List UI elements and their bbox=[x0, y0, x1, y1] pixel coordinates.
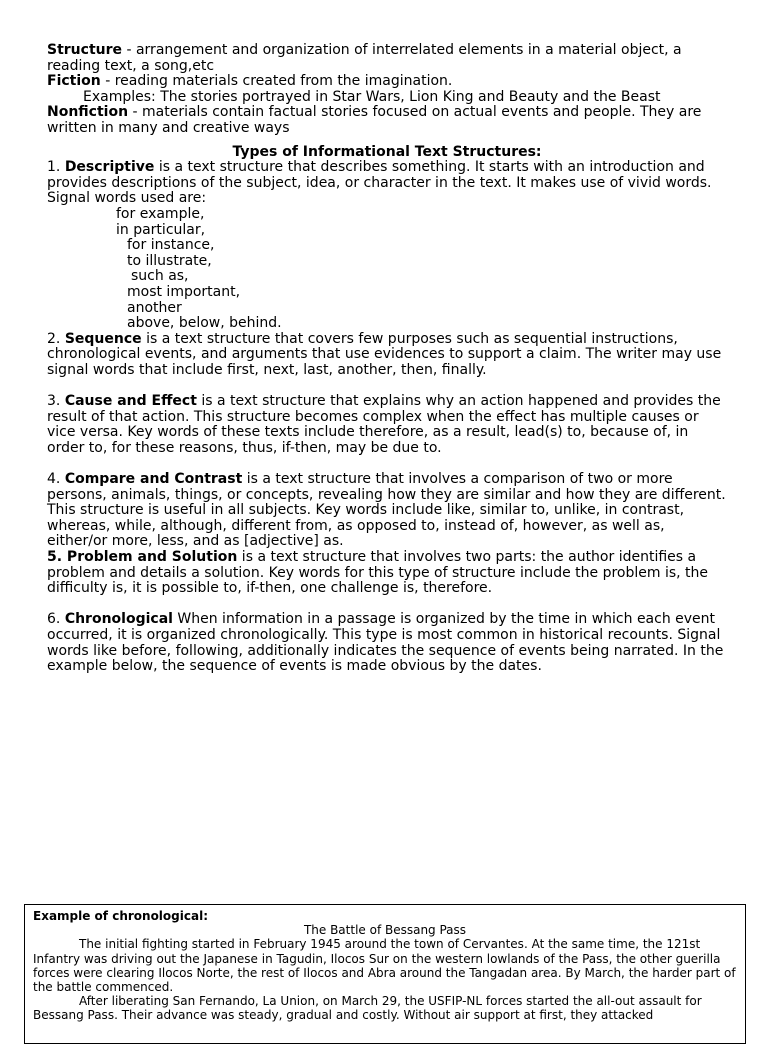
example-title: The Battle of Bessang Pass bbox=[303, 923, 467, 938]
signal-word: for example, bbox=[116, 205, 205, 222]
definition-structure-text: - arrangement and organization of interrelated elements in a material object, a reading text, a song,etc bbox=[47, 42, 682, 74]
term-compare-contrast: Compare and Contrast bbox=[64, 471, 243, 488]
definition-nonfiction-text: - materials contain factual stories focused on actual events and people. They are written in many and creative ways bbox=[47, 104, 702, 136]
item-number: 2. bbox=[47, 330, 65, 347]
term-problem-solution: 5. Problem and Solution bbox=[47, 549, 238, 565]
item-number: 3. bbox=[47, 393, 65, 410]
signal-word: above, below, behind. bbox=[127, 315, 282, 332]
term-sequence: Sequence bbox=[64, 330, 142, 347]
document-body bbox=[47, 43, 727, 675]
signal-word: in particular, bbox=[116, 221, 206, 238]
fiction-examples: Examples: The stories portrayed in Star Wars, Lion King and Beauty and the Beast bbox=[83, 88, 661, 105]
signal-words-list bbox=[47, 207, 727, 332]
example-label-text: Example of chronological: bbox=[33, 909, 208, 923]
descriptive-text: is a text structure that describes something. It starts with an introduction and provides descriptions of the subject, idea, or character in the text. It makes use of vivid words. Signal words used are: bbox=[47, 159, 712, 207]
term-structure: Structure bbox=[47, 42, 123, 58]
sequence-text: is a text structure that covers few purposes such as sequential instructions, chronological events, and arguments that use evidences to support a claim. The writer may use signal words that include first, next, last, another, then, finally. bbox=[47, 330, 722, 378]
item-number: 1. bbox=[47, 159, 65, 176]
section-heading: Types of Informational Text Structures: bbox=[232, 143, 542, 160]
definition-fiction-text: - reading materials created from the imagination. bbox=[100, 73, 453, 90]
item-number: 6. bbox=[47, 611, 65, 628]
structure-descriptive bbox=[47, 160, 727, 207]
structure-chronological bbox=[47, 612, 727, 674]
structure-sequence bbox=[47, 332, 727, 379]
term-nonfiction: Nonfiction bbox=[47, 104, 129, 121]
term-descriptive: Descriptive bbox=[64, 159, 155, 176]
definition-fiction bbox=[47, 74, 727, 90]
example-label bbox=[33, 909, 737, 923]
signal-word: to illustrate, bbox=[127, 252, 212, 269]
compare-contrast-text: is a text structure that involves a comparison of two or more persons, animals, things, or concepts, revealing how they are similar and how they are different. This structure is useful in all subjects. Key words include like, similar to, unlike, in contrast, whereas, while, although, different from, as opposed to, instead of, however, as well as, either/or more, less, and as [adjective] as. bbox=[47, 471, 726, 550]
signal-word: most important, bbox=[127, 283, 241, 300]
term-chronological: Chronological bbox=[64, 611, 173, 628]
structure-cause-effect bbox=[47, 394, 727, 456]
item-number: 4. bbox=[47, 471, 65, 488]
cause-effect-text: is a text structure that explains why an action happened and provides the result of that action. This structure becomes complex when the effect has multiple causes or vice versa. Key words of these texts include therefore, as a result, lead(s) to, because of, in order to, for these reasons, thus, if-then, may be due to. bbox=[47, 393, 721, 456]
structure-problem-solution bbox=[47, 550, 727, 597]
structure-compare-contrast bbox=[47, 472, 727, 550]
chronological-example-box bbox=[24, 904, 746, 1044]
problem-solution-text: is a text structure that involves two parts: the author identifies a problem and details a solution. Key words for this type of structure include the problem is, the difficulty is, it is possible to, if-then, one challenge is, therefore. bbox=[47, 549, 709, 597]
definition-structure bbox=[47, 43, 727, 74]
example-paragraph: The initial fighting started in February 1945 around the town of Cervantes. At the same time, the 121st Infantry was driving out the Japanese in Tagudin, Ilocos Sur on the western lowlands of the Pass, the other guerilla forces were clearing Ilocos Norte, the rest of Ilocos and Abra around the Tangadan area. By March, the harder part of the battle commenced. bbox=[33, 937, 736, 995]
spacer bbox=[47, 378, 727, 394]
signal-word: another bbox=[127, 299, 182, 316]
term-cause-effect: Cause and Effect bbox=[64, 393, 197, 410]
signal-word: for instance, bbox=[127, 237, 215, 254]
signal-word: such as, bbox=[131, 268, 189, 285]
example-paragraph: After liberating San Fernando, La Union, on March 29, the USFIP-NL forces started the all-out assault for Bessang Pass. Their advance was steady, gradual and costly. Without air support at first, they attacked bbox=[33, 994, 702, 1023]
chronological-text: When information in a passage is organized by the time in which each event occurred, it is organized chronologically. This type is most common in historical recounts. Signal words like before, following, additionally indicates the sequence of events being narrated. In the example below, the sequence of events is made obvious by the dates. bbox=[47, 611, 724, 675]
spacer bbox=[47, 456, 727, 472]
spacer bbox=[47, 597, 727, 613]
definition-nonfiction bbox=[47, 105, 727, 136]
term-fiction: Fiction bbox=[47, 73, 101, 90]
